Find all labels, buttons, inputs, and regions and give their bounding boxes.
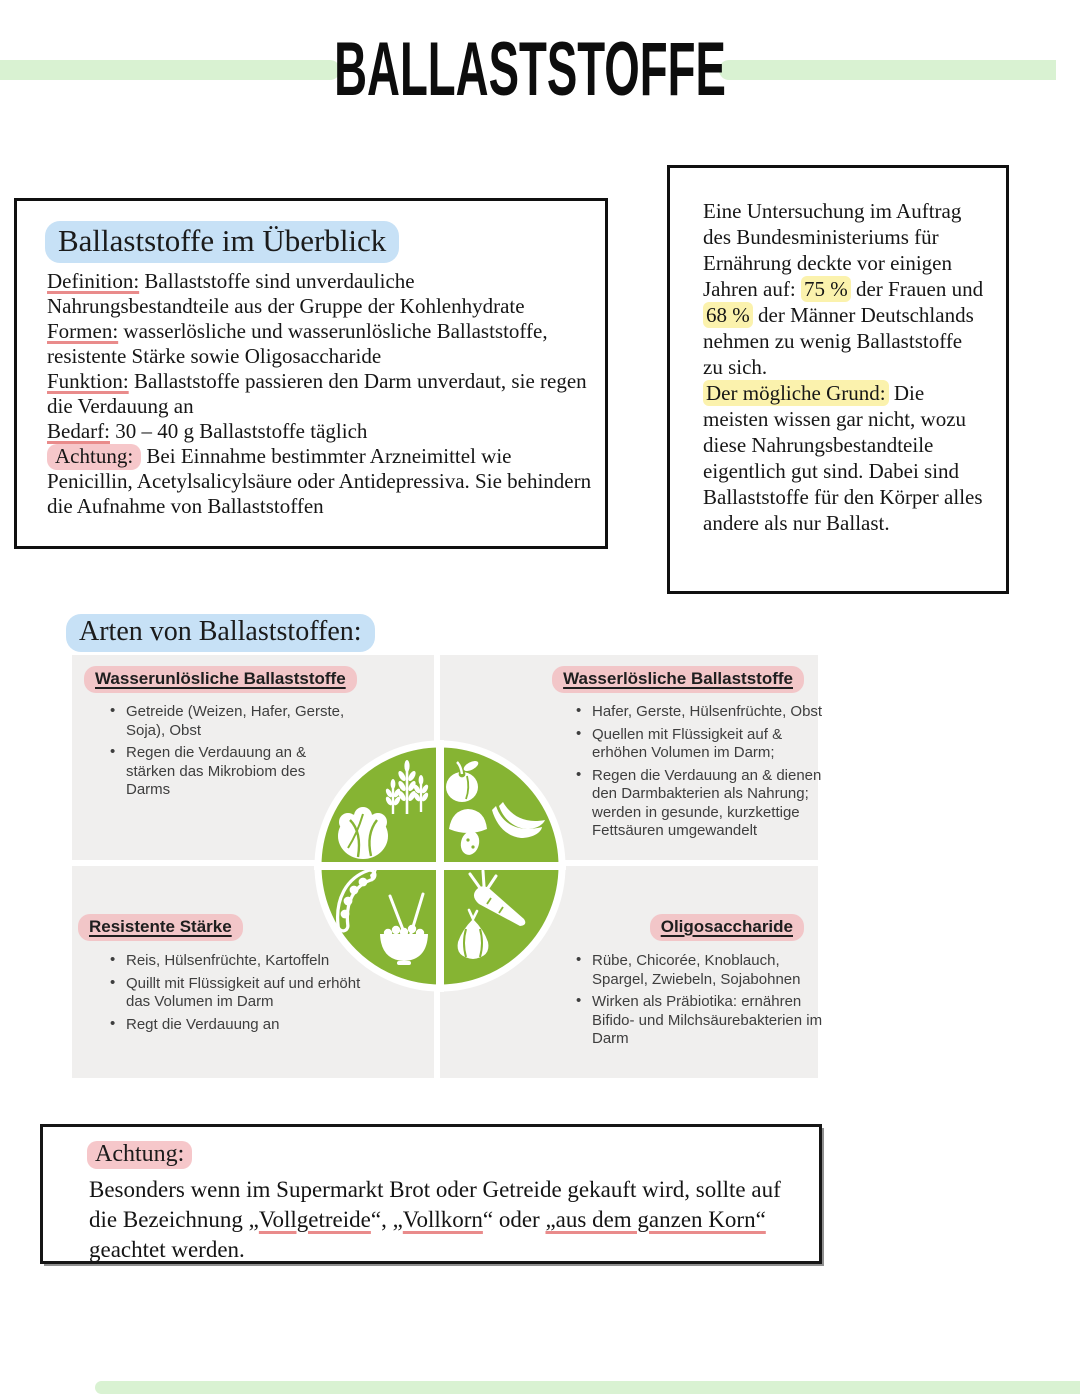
warning-segment: “, „ [370,1207,403,1232]
overview-body [47,269,592,519]
overview-item [47,269,592,319]
quadrant-title-soluble: Wasserlösliche Ballaststoffe [440,666,804,693]
term-vollkorn: Vollkorn [402,1207,483,1232]
overview-box [14,198,608,549]
quadrant-title-insoluble: Wasserunlösliche Ballaststoffe [84,666,357,693]
overview-item [47,419,592,444]
list-item: • Quillt mit Flüssigkeit auf und erhöht das Volumen im Darm [108,975,364,1012]
list-item: • Regen die Verdauung an & dienen den Darmbakterien als Nahrung; werden in gesunde, kurzkettige Fettsäuren umgewandelt [574,767,826,841]
list-item: • Reis, Hülsenfrüchte, Kartoffeln [108,952,364,971]
term-aus-dem-ganzen-korn: „aus dem ganzen Korn“ [545,1207,766,1232]
highlight-68-percent: 68 % [703,302,753,328]
overview-item-text: 30 – 40 g Ballaststoffe täglich [109,419,368,443]
overview-item [47,319,592,369]
list-item: • Rübe, Chicorée, Knoblauch, Spargel, Zwiebeln, Sojabohnen [574,952,826,989]
study-segment: Eine Untersuchung im Auftrag des Bundesministeriums für Ernährung deckte vor einigen Jahren auf: [703,199,962,301]
list-item: • Hafer, Gerste, Hülsenfrüchte, Obst [574,703,826,722]
overview-item-label: Formen: [47,319,119,343]
overview-item-label: Definition: [47,269,140,293]
overview-item-label: Achtung: [47,444,141,470]
overview-heading: Ballaststoffe im Überblick [45,221,399,263]
study-box [667,165,1009,594]
warning-segment: “ oder [482,1207,546,1232]
food-circle-diagram [310,736,570,996]
overview-item-label: Funktion: [47,369,129,393]
highlight-75-percent: 75 % [801,276,851,302]
circle-divider-horizontal [314,862,566,870]
warning-text [89,1175,789,1265]
overview-item-text: Ballaststoffe passieren den Darm unverdaut, sie regen die Verdauung an [47,369,587,418]
overview-item-text: Ballaststoffe sind unverdauliche Nahrungsbestandteile aus der Gruppe der Kohlenhydrate [47,269,525,318]
bullet-list-soluble [574,703,826,845]
warning-box [40,1124,822,1264]
cabbage-icon [338,807,388,859]
page-title: BALLASTSTOFFE [334,27,726,112]
overview-item-text: Bei Einnahme bestimmter Arzneimittel wie Penicillin, Acetylsalicylsäure oder Antidepressiva. Sie behindern die Aufnahme von Ballaststoffen [47,444,592,518]
warning-segment: geachtet werden. [89,1237,245,1262]
study-segment: der Frauen und [850,277,984,301]
highlight-reason: Der mögliche Grund: [703,380,889,406]
quadrant-title-oligo: Oligosaccharide [440,914,804,941]
title-accent-bar-left [0,60,340,80]
term-vollgetreide: Vollgetreide [258,1207,371,1232]
overview-item-label: Bedarf: [47,419,110,443]
list-item: • Quellen mit Flüssigkeit auf & erhöhen Volumen im Darm; [574,726,826,763]
overview-item [47,369,592,419]
list-item: • Regen die Verdauung an & stärken das Mikrobiom des Darms [108,744,346,800]
warning-segment: Besonders wenn im Supermarkt Brot oder Getreide gekauft wird, sollte auf die Bezeichnung „ [89,1177,781,1232]
warning-label: Achtung: [87,1141,192,1168]
list-item: • Regt die Verdauung an [108,1016,364,1035]
list-item: • Getreide (Weizen, Hafer, Gerste, Soja), Obst [108,703,346,740]
list-item: • Wirken als Präbiotika: ernähren Bifido- und Milchsäurebakterien im Darm [574,993,826,1049]
study-text [703,198,986,536]
overview-item [47,444,592,519]
title-accent-bar-right [719,60,1056,80]
study-segment: Die meisten wissen gar nicht, wozu diese Nahrungsbestandteile eigentlich gut sind. Dabei sind Ballaststoffe für den Körper alles andere als nur Ballast. [703,381,983,535]
overview-item-text: wasserlösliche und wasserunlösliche Ballaststoffe, resistente Stärke sowie Oligosaccharide [47,319,548,368]
study-segment: der Männer Deutschlands nehmen zu wenig Ballaststoffe zu sich. [703,303,974,379]
bullet-list-oligo [574,952,826,1053]
footer-accent-bar [95,1381,1080,1394]
types-heading: Arten von Ballaststoffen: [66,614,375,652]
quadrant-title-resistant: Resistente Stärke [78,914,243,941]
